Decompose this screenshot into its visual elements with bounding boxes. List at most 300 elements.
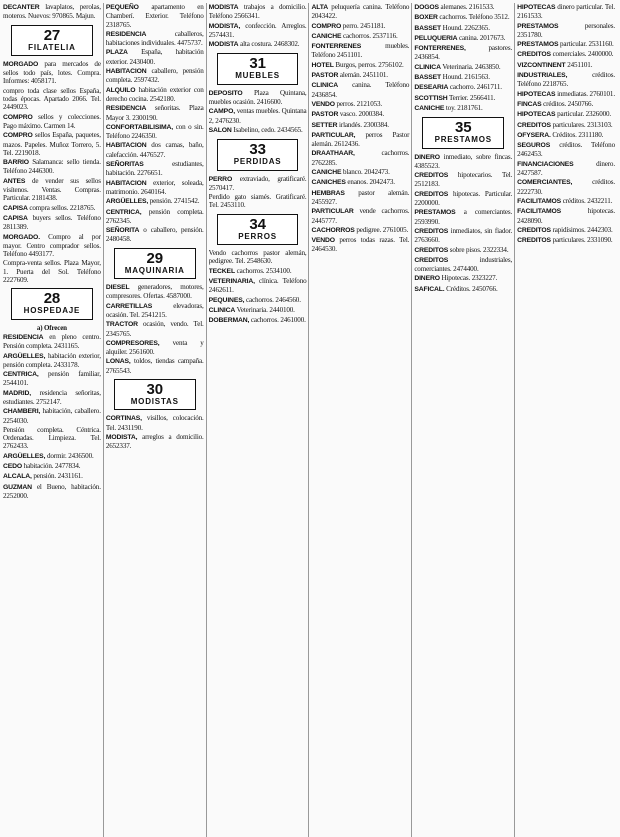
classified-ad <box>209 3 307 21</box>
classified-ad <box>209 175 307 193</box>
ad-keyword: CONFORTABILISIMA, <box>105 123 174 131</box>
ad-keyword: SCOTTISH <box>414 94 448 102</box>
classified-ad <box>209 107 307 125</box>
classified-ad <box>414 34 512 43</box>
ad-keyword: PERRO <box>208 175 233 183</box>
section-title: PERROS <box>238 231 277 241</box>
ad-keyword: DOBERMAN, <box>208 317 250 325</box>
ad-text: Compra-venta sellos. Plaza Mayor, 1. Puerta del Sol. Teléfono 2227609. <box>3 259 101 285</box>
classified-ad <box>414 171 512 189</box>
ad-keyword: DIESEL <box>105 284 130 292</box>
ad-text: canina. Teléfono 2436854. <box>311 81 410 99</box>
ad-keyword: HABITACION <box>105 68 147 76</box>
ad-text: pedigree. 2761005. <box>356 225 409 234</box>
classified-column <box>414 3 515 837</box>
ad-keyword: CHAMBERI, <box>3 408 41 416</box>
ad-keyword: OFYSERA. <box>517 131 551 139</box>
ad-keyword: CREDITOS <box>414 172 449 180</box>
classified-ad <box>3 483 101 501</box>
ad-keyword: PASTOR <box>311 111 339 119</box>
ad-keyword: FINANCIACIONES <box>517 160 574 168</box>
classified-ad <box>311 131 409 149</box>
classified-ad <box>209 193 307 210</box>
classified-ad <box>517 61 615 70</box>
ad-keyword: DOGOS <box>414 4 439 11</box>
ad-keyword: CANICHE <box>311 32 342 40</box>
ad-text: Créditos. 2450766. <box>446 284 498 293</box>
section-title: MAQUINARIA <box>124 265 185 275</box>
ad-text: inmediatas. 2760101. <box>557 89 615 98</box>
ad-text: vende cachorros. 2445777. <box>311 207 410 225</box>
ad-keyword: CREDITOS <box>517 237 551 245</box>
classified-ad <box>414 44 512 62</box>
classified-ad <box>3 407 101 425</box>
ad-text: particular. 2326000. <box>557 110 612 119</box>
classified-ad <box>3 233 101 259</box>
ad-text: blanco. 2042473. <box>343 168 390 177</box>
ad-text: sellos y colecciones. Pago máximo. Carmen 14. <box>3 112 101 130</box>
classified-ad <box>106 197 204 206</box>
ad-keyword: GUZMAN <box>3 483 32 491</box>
classified-ad <box>517 121 615 130</box>
ad-keyword: CENTRICA, <box>3 371 39 379</box>
ad-keyword: CLINICA <box>414 63 441 71</box>
ad-keyword: RESIDENCIA <box>105 30 147 38</box>
classified-ad <box>414 13 512 22</box>
ad-text: residencia señoritas, estudiantes. 2752147. <box>3 388 101 406</box>
ad-keyword: RESIDENCIA <box>3 333 44 341</box>
ad-keyword: CANICHE <box>311 169 342 177</box>
ad-keyword: PEQUINES, <box>208 296 245 304</box>
classified-ad <box>517 71 615 89</box>
ad-text: alta costura. 2468302. <box>240 40 300 49</box>
classified-ad <box>414 94 512 103</box>
ad-keyword: PEQUEÑO <box>105 4 139 11</box>
ad-text: Plaza Quintana, muebles ocasión. 2416600. <box>208 88 307 107</box>
ad-keyword: TECKEL <box>208 267 235 275</box>
ad-text: el Bueno, habitación. 2252000. <box>3 482 101 500</box>
ad-text: Vendo cachorros pastor alemán, pedigree. Tel. 2548630. <box>208 249 307 266</box>
ad-text: créditos. 2222730. <box>517 178 615 196</box>
classified-ad <box>414 24 512 33</box>
ad-keyword: CANICHE <box>414 104 445 112</box>
ad-keyword: CREDITOS <box>414 227 449 235</box>
classified-ad <box>311 100 409 109</box>
ad-text: inmediatos, sin fiador. 2763660. <box>414 226 513 245</box>
classified-ad <box>3 259 101 284</box>
section-number: 35 <box>455 119 472 137</box>
ad-keyword: CAPISA <box>3 204 28 212</box>
ad-text: dormir. 2436500. <box>46 451 94 460</box>
classified-ad <box>517 50 615 59</box>
ad-text: Pensión completa. Céntrica. Ordenadas. Limpieza. Tel. 2762433. <box>3 425 101 451</box>
classified-ad <box>311 189 409 207</box>
ad-keyword: CENTRICA, <box>105 208 142 216</box>
ad-text: España, habitación exterior. 2430400. <box>105 48 204 66</box>
classified-ad <box>106 179 204 197</box>
section-header <box>217 139 299 170</box>
classified-ad <box>106 3 204 29</box>
ad-text: hipotecas. 2428090. <box>517 207 615 225</box>
ad-keyword: CEDO <box>3 463 23 471</box>
ad-keyword: SEÑORITA <box>105 227 140 235</box>
ad-text: extraviado, gratificaré. 2570417. <box>208 174 307 192</box>
ad-keyword: CACHORROS <box>311 226 355 234</box>
classified-ad <box>209 267 307 276</box>
ad-keyword: MORGADO <box>3 60 39 68</box>
ad-keyword: PARTICULAR <box>311 208 354 216</box>
ad-keyword: BOXER <box>414 14 438 22</box>
ad-text: peluquería canina. Teléfono 2043422. <box>311 3 410 21</box>
ad-keyword: CREDITOS <box>517 121 551 129</box>
ad-text: muebles. Teléfono 2451101. <box>311 42 410 60</box>
ad-keyword: FONTERRENES <box>311 43 362 51</box>
ad-keyword: DESEARIA <box>414 84 449 92</box>
section-title: FILATELIA <box>28 42 76 52</box>
ad-keyword: CANICHES <box>311 179 346 187</box>
ad-keyword: COMPRO <box>311 22 342 30</box>
classified-column <box>209 3 310 837</box>
classified-ad <box>311 3 409 21</box>
section-title: HOSPEDAJE <box>23 306 81 316</box>
ad-text: habitación. 2477834. <box>23 462 81 471</box>
ad-text: cachorros. 2464560. <box>245 295 301 304</box>
ad-text: apartamento en Chamberí. Exterior. Teléfono 2318765. <box>105 3 204 29</box>
ad-keyword: ARGÜELLES, <box>3 352 46 360</box>
section-header <box>11 25 93 56</box>
classified-ad <box>311 178 409 187</box>
ad-text: Terrier. 2566411. <box>448 93 496 102</box>
classified-ad <box>106 302 204 320</box>
classified-ad <box>3 158 101 176</box>
classified-ad <box>3 131 101 157</box>
ad-text: dos camas, baño, calefacción. 4476527. <box>105 141 204 159</box>
classified-ad <box>517 226 615 235</box>
section-number: 27 <box>43 26 61 44</box>
section-header <box>114 379 196 410</box>
classified-ad <box>106 104 204 122</box>
ad-text: en pleno centro. Pensión completa. 2431165. <box>3 332 101 351</box>
classified-ad <box>209 89 307 107</box>
ad-keyword: COMPRO <box>3 132 33 140</box>
ad-keyword: CARRETILLAS <box>105 302 153 310</box>
classified-ad <box>106 67 204 85</box>
ad-text: con o sin. Teléfono 2246350. <box>105 122 204 141</box>
ad-text: rapidísimos. 2442303. <box>552 225 613 234</box>
ad-keyword: CLINICA <box>208 306 236 314</box>
ad-keyword: ANTES <box>3 177 26 185</box>
ad-keyword: VIZCONTINENT <box>517 61 566 69</box>
ad-text: habitación, caballero. 2254030. <box>3 407 101 425</box>
ad-keyword: FACILITAMOS <box>517 208 562 216</box>
ad-text: sellos España, paquetes, mazos. Papeles. Muñoz Torrero, 5. Tel. 2219018. <box>3 131 101 157</box>
classified-ad <box>517 178 615 196</box>
classified-ad <box>3 389 101 407</box>
classified-ad <box>3 472 101 481</box>
ad-text: pensión completa. 2762345. <box>105 207 204 225</box>
classified-ad <box>3 370 101 388</box>
ad-keyword: FONTERRENES, <box>414 45 466 53</box>
classified-ad <box>209 249 307 266</box>
ad-text: Créditos. 2311180. <box>552 130 604 139</box>
ad-text: compra sellos. 2218765. <box>29 203 96 212</box>
ad-text: inmediato, sobre fincas. 4385523. <box>414 152 513 170</box>
ad-text: particulares. 2313103. <box>552 120 613 129</box>
ad-text: ocasión, vendo. Tel. 2345765. <box>105 320 204 338</box>
ad-text: a comerciantes. 2593990. <box>414 208 513 226</box>
classified-ad <box>414 246 512 255</box>
classified-ad <box>209 22 307 40</box>
ad-keyword: HIPOTECAS <box>517 111 556 119</box>
classified-ad <box>517 40 615 49</box>
ad-text: particular. 2531160. <box>559 40 614 49</box>
classified-ad <box>414 190 512 208</box>
classified-ad <box>3 214 101 232</box>
classified-ad <box>3 177 101 203</box>
ad-keyword: CREDITOS <box>414 190 449 198</box>
classified-ad <box>517 22 615 40</box>
ad-text: estudiantes, habitación. 2276651. <box>105 160 204 178</box>
ad-keyword: PARTICULAR, <box>311 131 356 139</box>
ad-text: ventas muebles. Quintana 2, 2476230. <box>208 107 307 125</box>
section-number: 28 <box>43 290 61 308</box>
ad-text: Hipotecas. 2323227. <box>441 274 498 283</box>
classified-column <box>3 3 104 837</box>
classified-ad <box>106 320 204 338</box>
classified-column <box>106 3 207 837</box>
ad-keyword: PASTOR <box>311 72 339 80</box>
ad-text: clínica. Teléfono 2462611. <box>208 276 307 295</box>
ad-keyword: HABITACION <box>105 179 147 187</box>
section-number: 34 <box>249 215 266 233</box>
subsection-heading: a) Ofrecen <box>36 323 67 332</box>
ad-text: canina. 2017673. <box>459 33 506 42</box>
ad-keyword: HIPOTECAS <box>517 90 556 98</box>
classified-ad <box>311 226 409 235</box>
classified-ad <box>106 414 204 432</box>
ad-keyword: CREDITOS <box>517 226 551 234</box>
ad-text: dinero particular. Tel. 2161533. <box>517 3 615 21</box>
ad-text: perro. 2451181. <box>342 21 386 30</box>
classified-ad <box>414 227 512 245</box>
classified-column <box>311 3 412 837</box>
ad-keyword: MODISTA, <box>105 433 138 441</box>
ad-text: toldos, tiendas campaña. 2765543. <box>105 357 204 375</box>
classified-ad <box>414 208 512 226</box>
classified-ad <box>106 339 204 357</box>
classified-ad <box>106 141 204 159</box>
classified-ad <box>106 48 204 66</box>
classified-ad <box>209 306 307 315</box>
classified-ad <box>311 236 409 254</box>
ad-keyword: PLAZA <box>105 49 128 57</box>
ad-text: de vender sus sellos visítenos. Ventas. Compras. Particular. 2181438. <box>3 176 101 203</box>
section-header <box>217 214 299 245</box>
classified-ad <box>3 426 101 451</box>
ad-text: dinero. 2427587. <box>517 159 615 178</box>
ad-text: comerciales. 2400000. <box>552 50 614 59</box>
ad-keyword: DINERO <box>414 153 440 161</box>
classified-ad <box>209 126 307 135</box>
ad-text: 2451101. <box>567 60 593 69</box>
ad-text: Perdido gato siamés. Gratificaré. Tel. 2453110. <box>208 193 307 210</box>
ad-text: perros. 2121053. <box>336 99 383 108</box>
section-header <box>422 117 504 148</box>
classified-ad <box>414 83 512 92</box>
ad-text: señoritas. Plaza Mayor 3. 2300190. <box>105 104 204 122</box>
ad-text: compro toda clase sellos España, todas épocas. Apartado 2066. Tel. 2449023. <box>3 86 101 112</box>
classified-ad <box>517 90 615 99</box>
ad-text: cachorros. 2461000. <box>250 316 306 325</box>
ad-keyword: HABITACION <box>105 142 147 150</box>
ad-text: sobre pisos. 2322334. <box>449 245 509 254</box>
classified-ad <box>414 256 512 274</box>
section-title: MODISTAS <box>130 396 179 406</box>
ad-keyword: VETERINARIA, <box>208 277 255 285</box>
classified-ad <box>3 452 101 461</box>
ad-keyword: VENDO <box>311 237 335 245</box>
classified-ad <box>106 160 204 178</box>
ad-text: Isabelino, cedo. 2434565. <box>233 125 303 134</box>
classified-ad <box>3 87 101 112</box>
ad-text: cachorros. 2534100. <box>236 266 292 275</box>
section-title: PRESTAMOS <box>434 135 492 145</box>
classified-ad <box>311 61 409 70</box>
ad-text: caballero, pensión completa. 2597432. <box>105 67 204 85</box>
classified-ad <box>311 32 409 41</box>
ad-keyword: HOTEL <box>311 61 334 69</box>
classified-ad <box>209 296 307 305</box>
ad-text: industriales, comerciantes. 2474400. <box>414 255 513 274</box>
classified-ad <box>414 153 512 171</box>
ad-text: cachorros. 2537116. <box>343 31 398 40</box>
ad-keyword: PRESTAMOS <box>414 209 456 217</box>
ad-keyword: SALON <box>208 126 232 134</box>
ad-keyword: LONAS, <box>105 358 131 366</box>
ad-keyword: FINCAS <box>517 100 542 108</box>
ad-keyword: ARGÜELLES, <box>105 198 149 206</box>
classified-ad <box>3 333 101 351</box>
ad-text: pensión familiar, 2544101. <box>3 370 101 388</box>
ad-text: arreglos a domicilio. 2652337. <box>105 432 204 451</box>
ad-text: confección. Arreglos. 2574431. <box>208 21 307 39</box>
ad-keyword: SEÑORITAS <box>105 161 144 169</box>
ad-keyword: SAFICAL. <box>414 285 445 293</box>
classified-ad <box>414 274 512 283</box>
ad-keyword: CREDITOS <box>414 246 449 254</box>
ad-text: Hound. 2161563. <box>442 73 490 82</box>
classified-ad <box>106 123 204 141</box>
ad-text: créditos. Teléfono 2462453. <box>517 141 615 159</box>
ad-keyword: SETTER <box>311 121 338 129</box>
ad-keyword: BASSET <box>414 24 441 32</box>
ad-text: generadores, motores, compresores. Ofertas. 4587000. <box>105 283 204 301</box>
ad-keyword: CAMPO, <box>208 108 235 116</box>
classified-ad <box>3 204 101 213</box>
classified-column <box>517 3 617 837</box>
ad-text: irlandés. 2300384. <box>339 120 389 129</box>
section-header <box>114 248 196 279</box>
classified-ad <box>311 42 409 60</box>
ad-keyword: MADRID, <box>3 389 32 397</box>
ad-text: créditos. Teléfono 2218765. <box>517 71 615 89</box>
ad-text: cachorros. 2762285. <box>311 149 410 167</box>
classified-ad <box>517 236 615 245</box>
classified-ad <box>311 168 409 177</box>
ad-text: vasco. 2000384. <box>339 110 384 119</box>
classified-ad <box>517 207 615 225</box>
ad-keyword: COMERCIANTES, <box>517 179 573 187</box>
section-number: 33 <box>249 141 266 159</box>
ad-text: cachorros. Teléfono 3512. <box>439 13 510 22</box>
ad-text: exterior, soleada, matrimonio. 2640164. <box>105 178 204 196</box>
ad-text: hipotecarios. Tel. 2512183. <box>414 171 513 189</box>
classified-ad <box>106 86 204 104</box>
section-number: 30 <box>146 380 163 398</box>
ad-text: pastores. 2436854. <box>414 44 513 62</box>
ad-keyword: DINERO <box>414 275 440 283</box>
classified-ad <box>414 63 512 72</box>
classified-ad <box>414 3 512 12</box>
classified-ad <box>311 121 409 130</box>
ad-keyword: ALQUILO <box>105 86 136 94</box>
classified-ad <box>517 100 615 109</box>
ad-keyword: ARGÜELLES, <box>3 452 46 460</box>
ad-keyword: COMPRESORES, <box>105 339 160 347</box>
ad-text: Veterinaria. 2463850. <box>442 62 501 71</box>
ad-text: cachorro. 2461711. <box>449 83 502 92</box>
ad-text: venta y alquiler. 2561600. <box>105 338 204 357</box>
classified-ad <box>311 149 409 167</box>
ad-text: habitación exterior, pensión completa. 2433178. <box>3 351 101 369</box>
ad-text: caballeros, habitaciones individuales. 4475737. <box>105 29 204 48</box>
ad-text: Compro al por mayor. Centro comprador sellos. Teléfono 4493177. <box>3 232 101 259</box>
ad-keyword: MODISTA, <box>208 22 241 30</box>
classified-ad <box>3 3 101 21</box>
ad-text: Hound. 2262365. <box>442 23 490 32</box>
ad-text: personales. 2351780. <box>517 21 615 39</box>
ad-keyword: DECANTER <box>3 4 40 11</box>
classified-ad <box>209 277 307 295</box>
section-header <box>217 53 299 84</box>
ad-keyword: HIPOTECAS <box>517 4 556 11</box>
classified-ad <box>517 3 615 21</box>
ad-keyword: BARRIO <box>3 159 29 167</box>
ad-text: enanos. 2042473. <box>347 178 395 187</box>
classified-ad <box>106 283 204 301</box>
classified-ad <box>106 30 204 48</box>
classified-ad <box>414 73 512 82</box>
ad-keyword: ALCALA, <box>3 473 32 481</box>
section-number: 31 <box>249 55 266 73</box>
ad-text: Veterinaria. 2440100. <box>236 305 295 314</box>
section-header <box>11 288 93 319</box>
ad-keyword: RESIDENCIA <box>105 105 147 113</box>
ad-text: perros Pastor alemán. 2612436. <box>311 130 410 149</box>
ad-text: pensión. 2741542. <box>149 197 200 206</box>
classified-ad <box>517 141 615 159</box>
ad-keyword: SEGUROS <box>517 142 551 150</box>
classified-ad <box>414 285 512 294</box>
classified-ad <box>3 113 101 131</box>
classified-ad <box>106 226 204 244</box>
classified-ad <box>106 357 204 375</box>
classified-ad <box>106 433 204 451</box>
ad-text: pastor alemán. 2455927. <box>311 188 410 206</box>
ad-text: trabajos a domicilio. Teléfono 2566341. <box>208 3 307 21</box>
ad-text: elevadoras, ocasión. Tel. 2541215. <box>105 301 204 319</box>
ad-keyword: CLINICA <box>311 82 338 90</box>
